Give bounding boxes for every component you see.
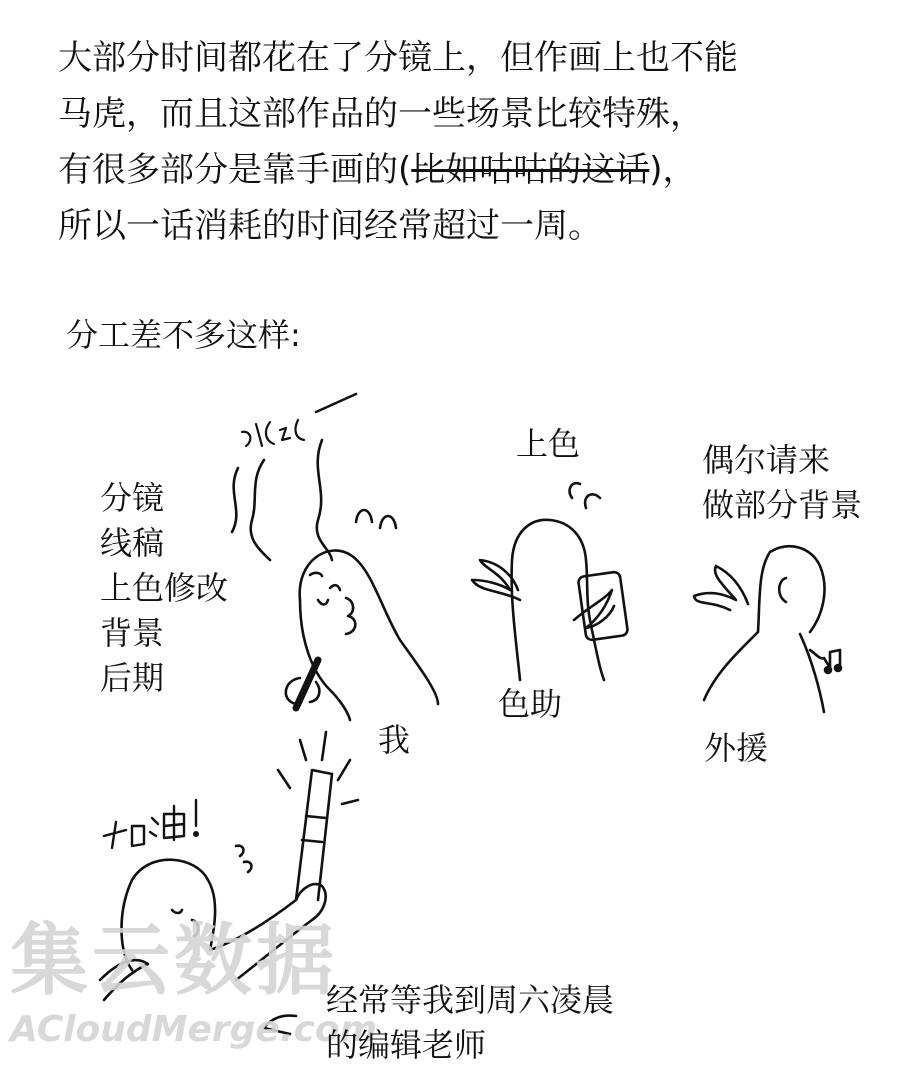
editor-label bbox=[326, 978, 614, 1068]
intro-line-2: 马虎，而且这部作品的一些场景比较特殊， bbox=[58, 94, 704, 134]
editor-label-line-1: 经常等我到周六凌晨 bbox=[326, 981, 615, 1019]
watermark-cn: 集云数据 bbox=[10, 916, 339, 1006]
intro-line-3-end: )， bbox=[649, 150, 697, 190]
sfx-lettering bbox=[242, 420, 304, 446]
watermark bbox=[10, 918, 377, 1050]
my-task-3: 上色修改 bbox=[100, 569, 229, 607]
sizzle-lines bbox=[232, 394, 396, 560]
external-task-line-2: 做部分背景 bbox=[702, 486, 863, 524]
me-label: 我 bbox=[378, 721, 411, 759]
my-task-1: 分镜 bbox=[100, 479, 165, 517]
intro-line-4: 所以一话消耗的时间经常超过一周。 bbox=[58, 206, 602, 246]
my-task-4: 背景 bbox=[100, 614, 165, 652]
external-label: 外援 bbox=[704, 729, 769, 767]
intro-line-3-start: 有很多部分是靠手画的( bbox=[58, 150, 412, 190]
cheer-lettering bbox=[104, 800, 198, 848]
watermark-en: ACloudMerge.com bbox=[10, 1009, 378, 1050]
me-character bbox=[286, 550, 438, 720]
assistant-label: 色助 bbox=[498, 685, 563, 723]
intro-line-1: 大部分时间都花在了分镜上，但作画上也不能 bbox=[58, 38, 738, 78]
my-task-list bbox=[100, 476, 228, 701]
external-task bbox=[702, 438, 862, 528]
division-heading: 分工差不多这样: bbox=[66, 316, 301, 354]
struck-text: 比如咕咕的这话 bbox=[411, 150, 650, 190]
external-character bbox=[694, 546, 841, 712]
assistant-character bbox=[472, 483, 628, 680]
editor-label-line-2: 的编辑老师 bbox=[326, 1026, 487, 1064]
my-task-5: 后期 bbox=[100, 659, 165, 697]
my-task-2: 线稿 bbox=[100, 524, 165, 562]
external-task-line-1: 偶尔请来 bbox=[702, 441, 831, 479]
assistant-task: 上色 bbox=[516, 425, 581, 463]
